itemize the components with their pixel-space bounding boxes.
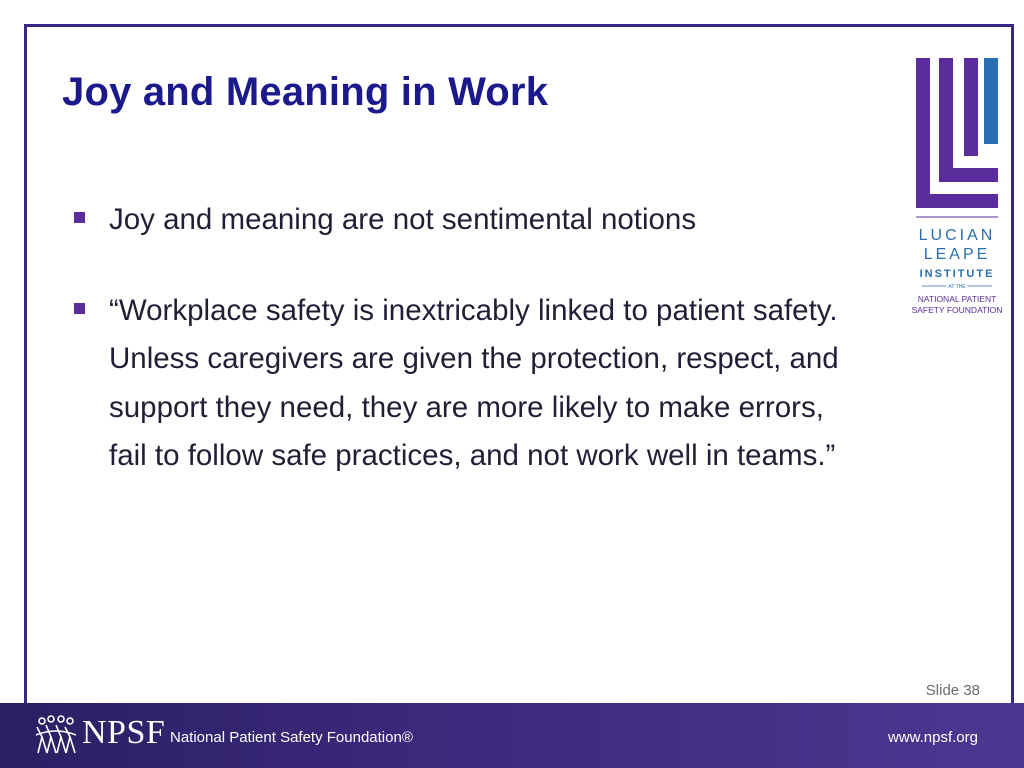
- npsf-figures-icon: [34, 713, 78, 757]
- footer-bar: [0, 703, 1024, 768]
- logo-bar-2-base: [939, 168, 998, 182]
- logo-text-leape: LEAPE: [923, 246, 991, 263]
- logo-bar-2: [939, 58, 953, 182]
- npsf-abbreviation: NPSF: [82, 714, 166, 751]
- logo-text-at-the: AT THE: [948, 284, 966, 290]
- logo-bar-4: [984, 58, 998, 144]
- logo-bar-1-base: [916, 194, 998, 208]
- slide-number: Slide 38: [925, 682, 980, 699]
- logo-text-safety-foundation: SAFETY FOUNDATION: [912, 305, 1003, 315]
- bullet-list: [74, 196, 864, 523]
- logo-text-national-patient: NATIONAL PATIENT: [917, 294, 997, 304]
- bullet-square-icon: [74, 212, 85, 223]
- bullet-text: Joy and meaning are not sentimental notions: [109, 203, 697, 236]
- logo-bar-3: [964, 58, 978, 156]
- bullet-square-icon: [74, 303, 85, 314]
- bullet-text: “Workplace safety is inextricably linked to patient safety. Unless caregivers are given the protection, respect, and support they need, they are more likely to make errors, fail to follow safe practices, and not work well in teams.”: [109, 293, 839, 472]
- slide-title: Joy and Meaning in Work: [62, 70, 549, 114]
- footer-website-link[interactable]: www.npsf.org: [887, 729, 978, 746]
- npsf-full-name: National Patient Safety Foundation®: [170, 729, 413, 746]
- bullet-item: [74, 287, 864, 481]
- bullet-item: [74, 196, 864, 245]
- logo-text-lucian: LUCIAN: [918, 227, 996, 244]
- logo-bar-1: [916, 58, 930, 208]
- logo-text-institute: INSTITUTE: [919, 268, 995, 280]
- lucian-leape-institute-logo: [912, 54, 1004, 320]
